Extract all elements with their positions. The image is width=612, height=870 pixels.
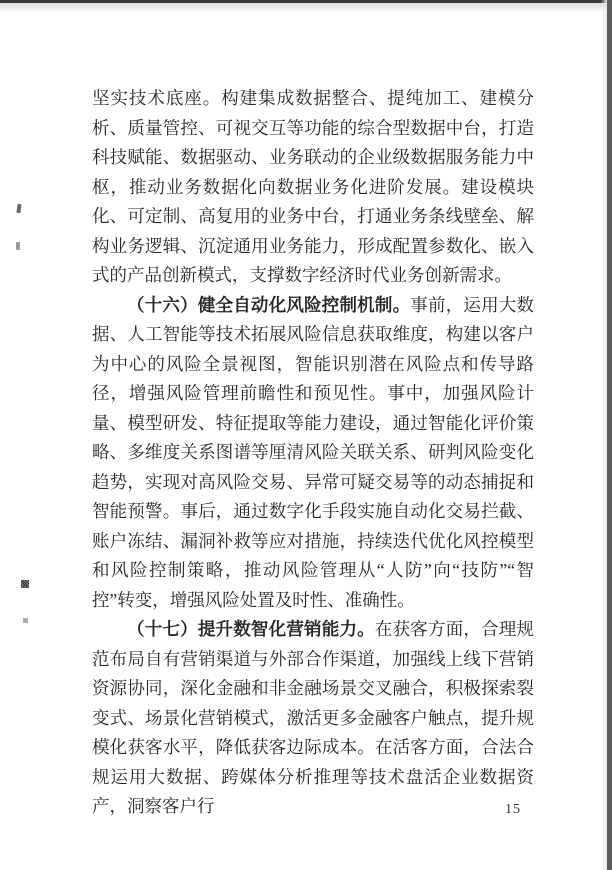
scan-speckle (16, 204, 21, 213)
section-16-heading: （十六）健全自动化风险控制机制。 (127, 294, 411, 315)
paragraph-section-17 (92, 615, 534, 822)
scan-speckle (21, 580, 29, 588)
paragraph-body: 坚实技术底座。构建集成数据整合、提纯加工、建模分析、质量管控、可视交互等功能的综合型数据中台，打造科技赋能、数据驱动、业务联动的企业级数据服务能力中枢，推动业务数据化向数据业务化进阶发展。建设模块化、可定制、高复用的业务中台，打通业务条线壁垒、解构业务逻辑、沉淀通用业务能力，形成配置参数化、嵌入式的产品创新模式，支撑数字经济时代业务创新需求。 (92, 88, 534, 285)
section-17-heading: （十七）提升数智化营销能力。 (127, 619, 375, 639)
scan-top-shadow (0, 3, 612, 12)
paragraph-section-16 (92, 291, 534, 616)
document-text-block (92, 84, 534, 822)
scan-speckle (16, 242, 20, 250)
paragraph-continuation (92, 84, 534, 291)
paragraph-body: 事前，运用大数据、人工智能等技术拓展风险信息获取维度，构建以客户为中心的风险全景视图，智能识别潜在风险点和传导路径，增强风险管理前瞻性和预见性。事中，加强风险计量、模型研发、特征提取等能力建设，通过智能化评价策略、多维度关系图谱等厘清风险关联关系、研判风险变化趋势，实现对高风险交易、异常可疑交易等的动态捕捉和智能预警。事后，通过数字化手段实施自动化交易拦截、账户冻结、漏洞补救等应对措施，持续迭代优化风控模型和风险控制策略，推动风险管理从“人防”向“技防”“智控”转变，增强风险处置及时性、准确性。 (92, 294, 535, 610)
scan-speckle (23, 618, 28, 623)
paragraph-body: 在获客方面，合理规范布局自有营销渠道与外部合作渠道，加强线上线下营销资源协同，深化金融和非金融场景交叉融合，积极探索裂变式、场景化营销模式，激活更多金融客户触点，提升规模化获客水平，降低获客边际成本。在活客方面，合法合规运用大数据、跨媒体分析推理等技术盘活企业数据资产，洞察客户行 (92, 619, 535, 816)
scan-right-edge (607, 0, 612, 870)
page-number: 15 (505, 802, 521, 817)
